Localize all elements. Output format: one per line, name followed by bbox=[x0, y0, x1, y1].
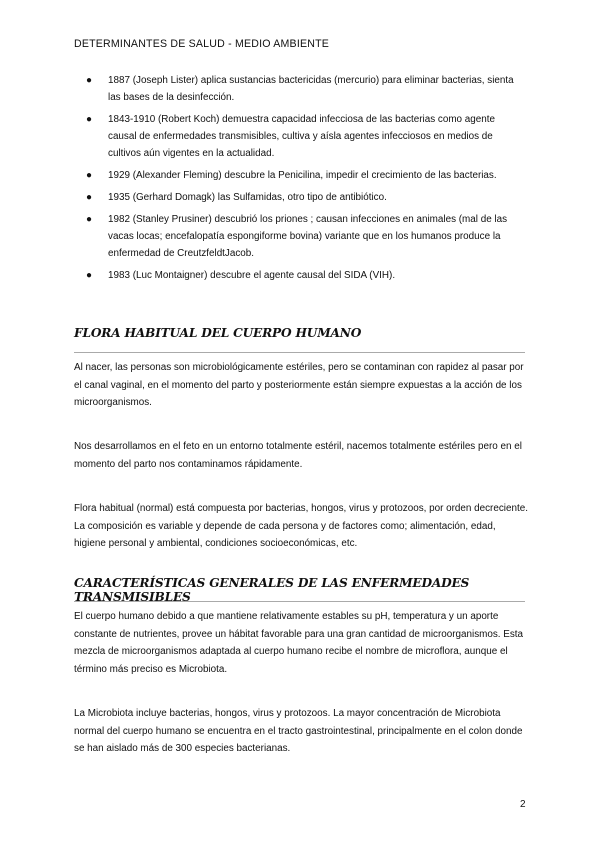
bullet-icon: ● bbox=[86, 270, 93, 281]
page-number: 2 bbox=[520, 799, 526, 810]
list-item-text: 1929 (Alexander Fleming) descubre la Penicilina, impedir el crecimiento de las bacterias. bbox=[108, 170, 497, 181]
section-heading-enfermedades: CARACTERÍSTICAS GENERALES DE LAS ENFERMEDADES TRANSMISIBLES bbox=[74, 576, 470, 604]
list-item bbox=[86, 167, 526, 184]
bullet-icon: ● bbox=[86, 75, 93, 86]
bullet-icon: ● bbox=[86, 214, 93, 225]
running-header: DETERMINANTES DE SALUD - MEDIO AMBIENTE bbox=[74, 38, 330, 50]
section-heading-flora: FLORA HABITUAL DEL CUERPO HUMANO bbox=[74, 326, 362, 340]
list-item-text: 1843-1910 (Robert Koch) demuestra capacidad infecciosa de las bacterias como agente causal de enfermedades transmisibles, cultiva y aísla agentes infecciosos en medios de cultivos aún vigentes en la actualidad. bbox=[108, 114, 496, 159]
bullet-icon: ● bbox=[86, 170, 93, 181]
paragraph: El cuerpo humano debido a que mantiene relativamente estables su pH, temperatura y un aporte constante de nutrientes, provee un hábitat favorable para una gran cantidad de microorganismos. Esta mezcla de microorganismos adaptada al cuerpo humano recibe el nombre de microflora, aunque el término más preciso es Microbiota. bbox=[74, 611, 524, 675]
paragraph: Nos desarrollamos en el feto en un entorno totalmente estéril, nacemos totalmente estériles pero en el momento del parto nos contaminamos rápidamente. bbox=[74, 441, 522, 470]
bullet-icon: ● bbox=[86, 114, 93, 125]
paragraph: La Microbiota incluye bacterias, hongos, virus y protozoos. La mayor concentración de Microbiota normal del cuerpo humano se encuentra en el tracto gastrointestinal, principalmente en el colon donde se han aislado más de 300 especies bacterianas. bbox=[74, 708, 523, 754]
list-item-text: 1982 (Stanley Prusiner) descubrió los priones ; causan infecciones en animales (mal de las vacas locas; encefalopatía espongiforme bovina) variante que en los humanos produce la enfermedad de CreutzfeldtJacob. bbox=[108, 214, 508, 259]
bullet-icon: ● bbox=[86, 192, 93, 203]
paragraph: Al nacer, las personas son microbiológicamente estériles, pero se contaminan con rapidez al pasar por el canal vaginal, en el momento del parto y posteriormente están siempre expuestas a la acción de los microorganismos. bbox=[74, 362, 524, 408]
list-item bbox=[86, 189, 526, 206]
list-item-text: 1887 (Joseph Lister) aplica sustancias bactericidas (mercurio) para eliminar bacterias, sienta las bases de la desinfección. bbox=[108, 75, 514, 103]
list-item bbox=[86, 211, 526, 262]
list-item-text: 1935 (Gerhard Domagk) las Sulfamidas, otro tipo de antibiótico. bbox=[108, 192, 387, 203]
list-item bbox=[86, 267, 526, 284]
section-divider bbox=[74, 601, 525, 602]
list-item bbox=[86, 72, 526, 106]
timeline-list bbox=[86, 72, 526, 289]
list-item-text: 1983 (Luc Montaigner) descubre el agente causal del SIDA (VIH). bbox=[108, 270, 396, 281]
list-item bbox=[86, 111, 526, 162]
paragraph: Flora habitual (normal) está compuesta por bacterias, hongos, virus y protozoos, por orden decreciente. La composición es variable y depende de cada persona y de factores como; alimentación, edad, higiene personal y ambiental, condiciones socioeconómicas, etc. bbox=[74, 503, 528, 549]
section-divider bbox=[74, 352, 525, 353]
